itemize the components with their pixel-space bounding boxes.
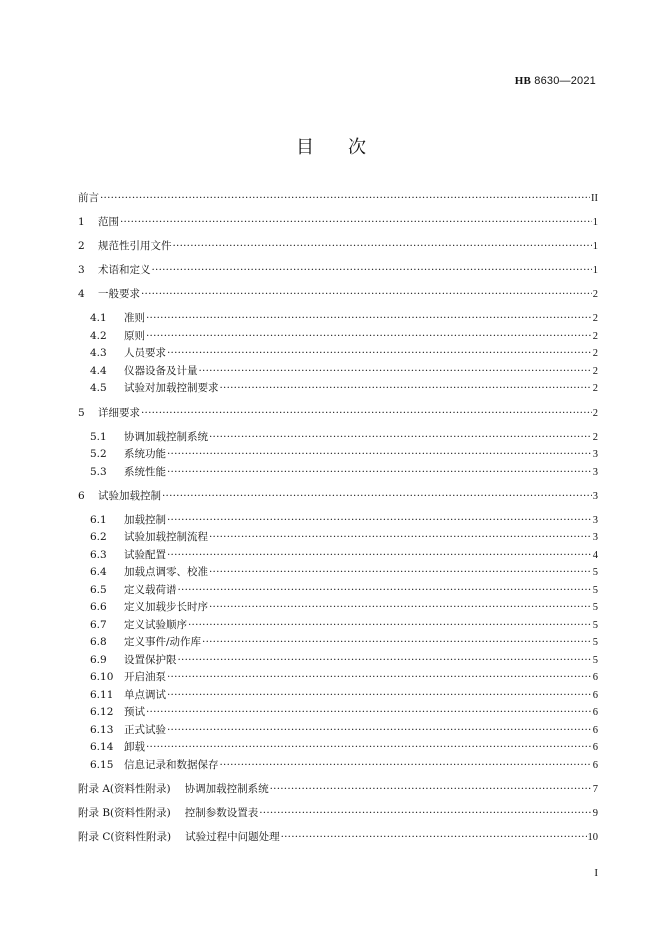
toc-entry[interactable] (78, 547, 598, 565)
toc-entry-number: 5 (78, 406, 85, 419)
toc-entry[interactable] (78, 310, 598, 328)
toc-leader-dots (167, 512, 592, 530)
toc-leader-dots (167, 687, 592, 705)
toc-entry[interactable] (78, 429, 598, 447)
toc-entry-label: 准则 (124, 312, 145, 325)
toc-leader-dots (162, 488, 592, 506)
toc-entry-number: 6.4 (90, 566, 107, 579)
toc-entry-page: 3 (592, 490, 598, 502)
toc-entry-number: 6 (78, 489, 85, 502)
toc-entry[interactable] (78, 512, 598, 530)
page-title: 目次 (296, 137, 400, 158)
toc-entry-number: 附录 A(资料性附录) (78, 782, 171, 795)
toc-entry-page: 3 (592, 449, 598, 461)
toc-entry-label: 试验配置 (124, 548, 166, 561)
toc-leader-dots (120, 214, 592, 232)
toc-entry[interactable] (78, 405, 598, 423)
toc-entry-page: 6 (592, 742, 598, 754)
toc-entry-number: 6.1 (90, 513, 107, 526)
toc-leader-dots (209, 599, 592, 617)
toc-entry-page: 6 (592, 672, 598, 684)
toc-leader-dots (178, 652, 592, 670)
toc-entry-page: 2 (592, 383, 598, 395)
toc-entry[interactable] (78, 529, 598, 547)
toc-entry-label: 一般要求 (98, 288, 140, 301)
toc-entry[interactable] (78, 190, 598, 208)
toc-entry-page: 5 (592, 567, 598, 579)
toc-entry-label: 定义载荷谱 (124, 583, 177, 596)
toc-entry[interactable] (78, 757, 598, 775)
toc-entry-page: 2 (592, 289, 598, 301)
toc-entry-page: 4 (592, 549, 598, 561)
toc-entry-page: 9 (592, 808, 598, 820)
toc-entry-number: 5.1 (90, 430, 107, 443)
toc-entry-label: 加载点调零、校准 (124, 566, 208, 579)
toc-entry-page: 5 (592, 619, 598, 631)
toc-entry-label: 详细要求 (98, 406, 140, 419)
toc-entry-label: 定义事件/动作库 (124, 636, 202, 649)
toc-leader-dots (259, 805, 592, 823)
toc-entry-number: 4.1 (90, 312, 107, 325)
toc-entry-label: 预试 (124, 706, 145, 719)
toc-leader-dots (141, 286, 592, 304)
toc-entry-label: 设置保护限 (124, 653, 177, 666)
toc-entry-label: 仪器设备及计量 (124, 364, 198, 377)
toc-leader-dots (152, 262, 592, 280)
toc-entry-label: 试验过程中问题处理 (185, 831, 280, 844)
toc-entry-page: 7 (592, 783, 598, 795)
toc-leader-dots (199, 363, 592, 381)
toc-entry-number: 6.2 (90, 531, 107, 544)
toc-entry-number: 6.13 (90, 723, 114, 736)
toc-entry-number: 6.3 (90, 548, 107, 561)
toc-entry[interactable] (78, 345, 598, 363)
toc-entry[interactable] (78, 634, 598, 652)
toc-entry-page: 5 (592, 602, 598, 614)
toc-leader-dots (209, 564, 592, 582)
toc-entry-number: 附录 B(资料性附录) (78, 807, 171, 820)
toc-entry-label: 定义试验顺序 (124, 618, 187, 631)
toc-entry-page: 3 (592, 466, 598, 478)
toc-entry-page: 2 (592, 313, 598, 325)
toc-entry-label: 试验对加载控制要求 (124, 382, 219, 395)
standard-code (515, 75, 596, 87)
toc-entry-number: 6.6 (90, 601, 107, 614)
toc-entry-page: 1 (592, 217, 598, 229)
toc-leader-dots (270, 781, 592, 799)
toc-entry-page: 5 (592, 654, 598, 666)
toc-entry-number: 4.2 (90, 329, 107, 342)
toc-entry-label: 正式试验 (124, 723, 166, 736)
toc-entry[interactable] (78, 687, 598, 705)
toc-entry-number: 2 (78, 240, 85, 253)
toc-entry-page: 6 (592, 724, 598, 736)
toc-leader-dots (173, 238, 592, 256)
toc-entry-label: 开启油泵 (124, 671, 166, 684)
toc-leader-dots (178, 582, 592, 600)
toc-entry[interactable] (78, 599, 598, 617)
toc-entry-label: 系统性能 (124, 465, 166, 478)
standard-code-prefix: HB (514, 75, 531, 87)
toc-leader-dots (100, 190, 590, 208)
toc-leader-dots (146, 328, 592, 346)
toc-entry-number: 6.7 (90, 618, 107, 631)
toc-leader-dots (167, 446, 592, 464)
toc-entry-page: 6 (592, 689, 598, 701)
table-of-contents (78, 190, 598, 847)
toc-entry-number: 6.8 (90, 636, 107, 649)
toc-entry-page: 10 (587, 832, 598, 844)
toc-entry-page: 3 (592, 532, 598, 544)
toc-entry-number: 6.14 (90, 741, 114, 754)
toc-entry-page: 6 (592, 707, 598, 719)
toc-entry-label: 单点调试 (124, 688, 166, 701)
toc-leader-dots (281, 829, 587, 847)
toc-entry[interactable] (78, 380, 598, 398)
toc-leader-dots (202, 634, 592, 652)
toc-entry[interactable] (78, 805, 598, 823)
toc-leader-dots (167, 464, 592, 482)
toc-leader-dots (146, 739, 592, 757)
toc-entry-page: 2 (592, 365, 598, 377)
toc-entry-number: 6.15 (90, 758, 114, 771)
toc-entry[interactable] (78, 214, 598, 232)
toc-entry-label: 定义加载步长时序 (124, 601, 208, 614)
toc-entry-label: 协调加载控制系统 (184, 782, 269, 795)
toc-entry-number: 4.4 (90, 364, 107, 377)
toc-leader-dots (188, 617, 592, 635)
toc-entry-label: 术语和定义 (98, 264, 151, 277)
toc-entry[interactable] (78, 286, 598, 304)
toc-entry-label: 加载控制 (124, 513, 166, 526)
toc-entry-number: 6.12 (90, 706, 114, 719)
toc-entry-page: 2 (592, 348, 598, 360)
toc-leader-dots (209, 429, 592, 447)
standard-code-number: 8630—2021 (531, 75, 596, 87)
toc-entry[interactable] (78, 464, 598, 482)
toc-entry-number: 6.9 (90, 653, 107, 666)
toc-entry-number: 6.11 (90, 688, 114, 701)
toc-leader-dots (220, 757, 592, 775)
toc-entry-page: II (591, 193, 598, 204)
toc-entry-page: 1 (592, 241, 598, 253)
toc-entry-page: 5 (592, 584, 598, 596)
toc-leader-dots (220, 380, 592, 398)
toc-entry-label: 试验加载控制 (98, 489, 161, 502)
toc-leader-dots (141, 405, 592, 423)
toc-leader-dots (146, 704, 592, 722)
toc-entry[interactable] (78, 582, 598, 600)
toc-entry-number: 3 (78, 264, 85, 277)
toc-entry-page: 5 (592, 637, 598, 649)
toc-entry-label: 控制参数设置表 (184, 807, 259, 820)
toc-entry-number: 5.2 (90, 448, 107, 461)
toc-entry-label: 卸载 (124, 741, 145, 754)
toc-entry-page: 6 (592, 759, 598, 771)
toc-entry-number: 1 (78, 216, 85, 229)
toc-entry-label: 信息记录和数据保存 (124, 758, 219, 771)
toc-entry-number: 4.3 (90, 347, 107, 360)
toc-entry[interactable] (78, 262, 598, 280)
toc-entry[interactable] (78, 739, 598, 757)
toc-entry[interactable] (78, 564, 598, 582)
toc-entry-label: 原则 (124, 329, 145, 342)
toc-entry-page: 2 (592, 407, 598, 419)
toc-entry[interactable] (78, 722, 598, 740)
toc-entry-label: 协调加载控制系统 (124, 430, 208, 443)
toc-entry-label: 人员要求 (124, 347, 166, 360)
toc-leader-dots (146, 310, 592, 328)
toc-entry-label: 试验加载控制流程 (124, 531, 208, 544)
toc-leader-dots (167, 669, 592, 687)
toc-entry-page: 1 (592, 265, 598, 277)
toc-entry-label: 系统功能 (124, 448, 166, 461)
toc-entry[interactable] (78, 363, 598, 381)
toc-entry-label: 前言 (78, 192, 99, 204)
footer-page-number: I (594, 867, 598, 879)
toc-entry-page: 3 (592, 514, 598, 526)
toc-entry-label: 规范性引用文件 (98, 240, 172, 253)
toc-entry-page: 2 (592, 330, 598, 342)
toc-entry-label: 范围 (98, 216, 119, 229)
toc-entry-page: 2 (592, 431, 598, 443)
toc-entry-number: 6.5 (90, 583, 107, 596)
toc-entry[interactable] (78, 829, 598, 847)
toc-leader-dots (167, 722, 592, 740)
toc-entry-number: 4.5 (90, 382, 107, 395)
toc-entry[interactable] (78, 781, 598, 799)
toc-entry-number: 6.10 (90, 671, 114, 684)
toc-entry[interactable] (78, 617, 598, 635)
toc-entry[interactable] (78, 704, 598, 722)
toc-entry[interactable] (78, 669, 598, 687)
toc-entry-number: 4 (78, 288, 85, 301)
toc-leader-dots (167, 547, 592, 565)
toc-entry[interactable] (78, 652, 598, 670)
toc-entry[interactable] (78, 446, 598, 464)
toc-leader-dots (209, 529, 592, 547)
toc-entry[interactable] (78, 238, 598, 256)
toc-entry[interactable] (78, 488, 598, 506)
toc-entry-number: 附录 C(资料性附录) (78, 831, 172, 844)
toc-entry[interactable] (78, 328, 598, 346)
toc-entry-number: 5.3 (90, 465, 107, 478)
toc-leader-dots (167, 345, 592, 363)
